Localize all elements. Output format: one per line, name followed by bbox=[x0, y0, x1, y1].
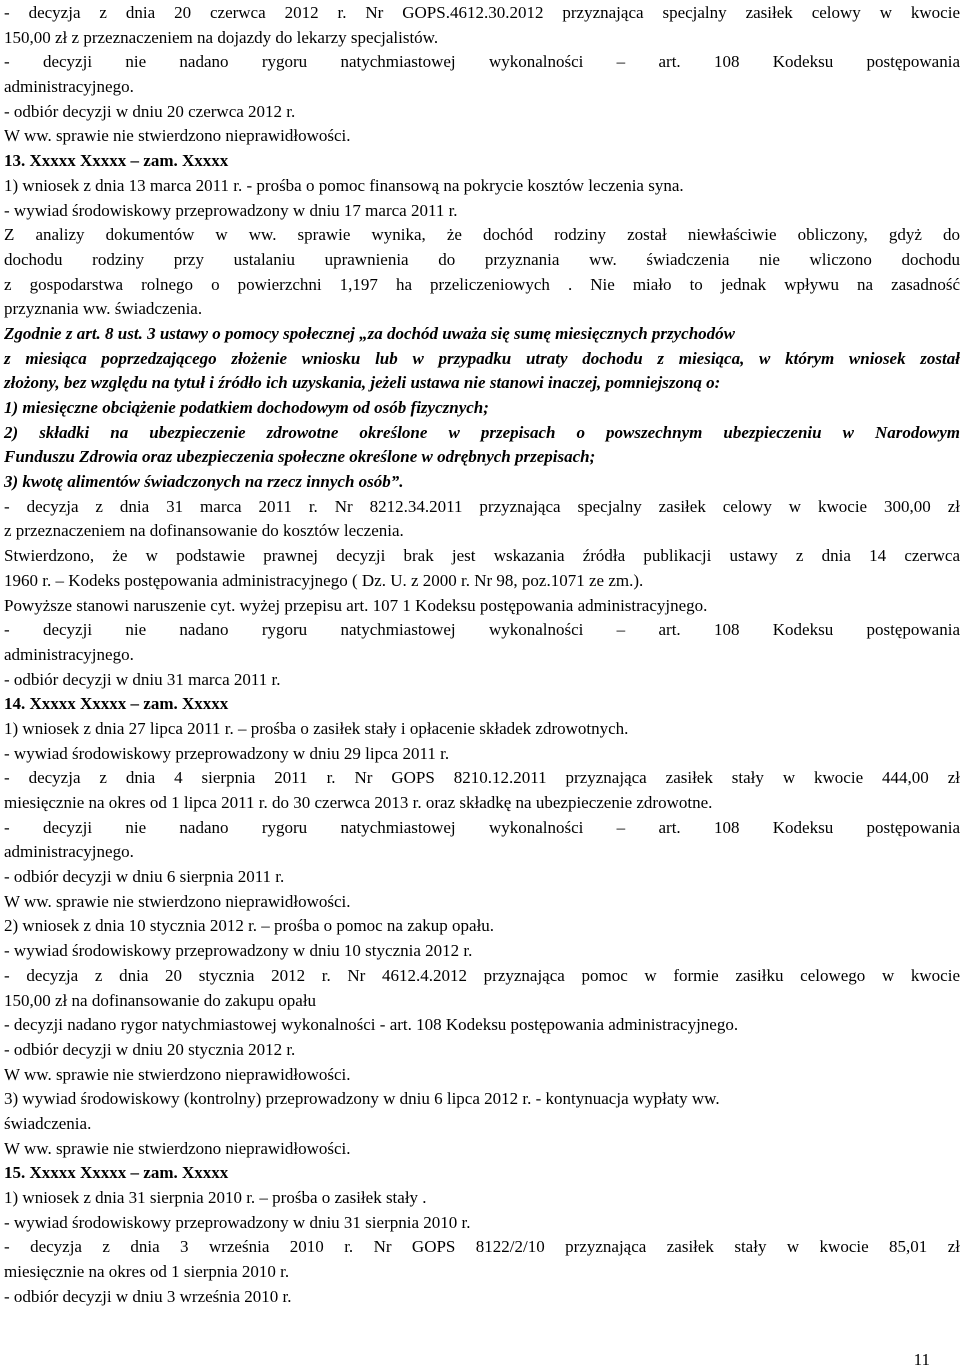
text-line: świadczenia. bbox=[4, 1113, 92, 1133]
text-line: dochodu rodziny przy ustalaniu uprawnienia do przyznania ww. świadczenia nie wliczono dochodu bbox=[4, 249, 960, 269]
text-line: - odbiór decyzji w dniu 6 sierpnia 2011 r. bbox=[4, 867, 285, 887]
text-line: W ww. sprawie nie stwierdzono nieprawidłowości. bbox=[4, 891, 351, 911]
text-line: 1960 r. – Kodeks postępowania administracyjnego ( Dz. U. z 2000 r. Nr 98, poz.1071 ze zm.). bbox=[4, 570, 644, 590]
text-line: Z analizy dokumentów w ww. sprawie wynika, że dochód rodziny został niewłaściwie obliczony, gdyż do bbox=[4, 225, 960, 245]
text-line: miesięcznie na okres od 1 sierpnia 2010 r. bbox=[4, 1262, 290, 1282]
text-line: 1) wniosek z dnia 13 marca 2011 r. - prośba o pomoc finansową na pokrycie kosztów leczenia syna. bbox=[4, 175, 684, 195]
document-body bbox=[4, 1, 960, 1309]
text-line: - wywiad środowiskowy przeprowadzony w dniu 17 marca 2011 r. bbox=[4, 200, 458, 220]
text-line: 1) wniosek z dnia 27 lipca 2011 r. – prośba o zasiłek stały i opłacenie składek zdrowotnych. bbox=[4, 718, 629, 738]
text-line: W ww. sprawie nie stwierdzono nieprawidłowości. bbox=[4, 1138, 351, 1158]
text-line: - wywiad środowiskowy przeprowadzony w dniu 31 sierpnia 2010 r. bbox=[4, 1212, 471, 1232]
text-line: W ww. sprawie nie stwierdzono nieprawidłowości. bbox=[4, 1064, 351, 1084]
legal-quote-line: 3) kwotę alimentów świadczonych na rzecz innych osób”. bbox=[4, 472, 404, 492]
text-line: administracyjnego. bbox=[4, 77, 134, 97]
legal-quote-line: Zgodnie z art. 8 ust. 3 ustawy o pomocy społecznej „za dochód uważa się sumę miesięcznych przychodów bbox=[4, 323, 736, 343]
text-line: miesięcznie na okres od 1 lipca 2011 r. do 30 czerwca 2013 r. oraz składkę na ubezpieczenie zdrowotne. bbox=[4, 793, 713, 812]
text-line: przyznania ww. świadczenia. bbox=[4, 299, 203, 319]
text-line: administracyjnego. bbox=[4, 842, 134, 862]
text-line: - decyzji nie nadano rygoru natychmiastowej wykonalności – art. 108 Kodeksu postępowania bbox=[4, 817, 960, 837]
text-line: Stwierdzono, że w podstawie prawnej decyzji brak jest wskazania źródła publikacji ustawy z dnia 14 czerwca bbox=[4, 546, 960, 566]
text-line: - decyzja z dnia 31 marca 2011 r. Nr 8212.34.2011 przyznająca specjalny zasiłek celowy w kwocie 300,00 zł bbox=[4, 496, 960, 516]
text-line: - wywiad środowiskowy przeprowadzony w dniu 10 stycznia 2012 r. bbox=[4, 941, 473, 961]
text-line: Powyższe stanowi naruszenie cyt. wyżej przepisu art. 107 1 Kodeksu postępowania administracyjnego. bbox=[4, 595, 708, 615]
text-line: - odbiór decyzji w dniu 20 stycznia 2012 r. bbox=[4, 1039, 296, 1059]
legal-quote-line: 1) miesięczne obciążenie podatkiem dochodowym od osób fizycznych; bbox=[4, 398, 489, 417]
text-line: W ww. sprawie nie stwierdzono nieprawidłowości. bbox=[4, 126, 351, 146]
text-line: 150,00 zł z przeznaczeniem na dojazdy do lekarzy specjalistów. bbox=[4, 27, 439, 47]
legal-quote-line: złożony, bez względu na tytuł i źródło ich uzyskania, jeżeli ustawa nie stanowi inaczej, pomniejszoną o: bbox=[4, 373, 721, 393]
text-line: 2) wniosek z dnia 10 stycznia 2012 r. – prośba o pomoc na zakup opału. bbox=[4, 916, 495, 936]
text-line: - decyzji nadano rygor natychmiastowej wykonalności - art. 108 Kodeksu postępowania administracyjnego. bbox=[4, 1015, 739, 1035]
text-line: - odbiór decyzji w dniu 20 czerwca 2012 r. bbox=[4, 101, 296, 121]
text-line: - decyzja z dnia 20 czerwca 2012 r. Nr GOPS.4612.30.2012 przyznająca specjalny zasiłek celowy w kwocie bbox=[4, 3, 960, 22]
text-line: 1) wniosek z dnia 31 sierpnia 2010 r. – prośba o zasiłek stały . bbox=[4, 1188, 427, 1207]
text-line: - odbiór decyzji w dniu 31 marca 2011 r. bbox=[4, 669, 281, 689]
text-line: 150,00 zł na dofinansowanie do zakupu opału bbox=[4, 990, 317, 1010]
text-line: - decyzja z dnia 3 września 2010 r. Nr GOPS 8122/2/10 przyznająca zasiłek stały w kwocie 85,01 zł bbox=[4, 1237, 960, 1257]
legal-quote-line: 2) składki na ubezpieczenie zdrowotne określone w przepisach o powszechnym ubezpieczeniu w Narodowym bbox=[4, 422, 960, 442]
text-line: - odbiór decyzji w dniu 3 września 2010 r. bbox=[4, 1286, 292, 1306]
text-line: - decyzja z dnia 4 sierpnia 2011 r. Nr GOPS 8210.12.2011 przyznająca zasiłek stały w kwocie 444,00 zł bbox=[4, 768, 960, 788]
text-line: - decyzji nie nadano rygoru natychmiastowej wykonalności – art. 108 Kodeksu postępowania bbox=[4, 620, 960, 640]
text-line: - decyzji nie nadano rygoru natychmiastowej wykonalności – art. 108 Kodeksu postępowania bbox=[4, 52, 960, 72]
text-line: z przeznaczeniem na dofinansowanie do kosztów leczenia. bbox=[4, 521, 404, 541]
text-line: z gospodarstwa rolnego o powierzchni 1,197 ha przeliczeniowych . Nie miało to jednak wpływu na zasadność bbox=[4, 274, 960, 294]
page-number: 11 bbox=[913, 1350, 930, 1369]
text-line: 3) wywiad środowiskowy (kontrolny) przeprowadzony w dniu 6 lipca 2012 r. - kontynuacja wypłaty ww. bbox=[4, 1089, 720, 1109]
section-heading: 15. Xxxxx Xxxxx – zam. Xxxxx bbox=[4, 1163, 229, 1183]
legal-quote-line: z miesiąca poprzedzającego złożenie wniosku lub w przypadku utraty dochodu z miesiąca, w którym wniosek został bbox=[4, 348, 960, 368]
text-line: - wywiad środowiskowy przeprowadzony w dniu 29 lipca 2011 r. bbox=[4, 743, 450, 763]
text-line: - decyzja z dnia 20 stycznia 2012 r. Nr 4612.4.2012 przyznająca pomoc w formie zasiłku celowego w kwocie bbox=[4, 965, 960, 985]
legal-quote-line: Funduszu Zdrowia oraz ubezpieczenia społeczne określone w odrębnych przepisach; bbox=[4, 447, 596, 467]
section-heading: 13. Xxxxx Xxxxx – zam. Xxxxx bbox=[4, 151, 229, 171]
text-line: administracyjnego. bbox=[4, 644, 134, 664]
section-heading: 14. Xxxxx Xxxxx – zam. Xxxxx bbox=[4, 694, 229, 714]
